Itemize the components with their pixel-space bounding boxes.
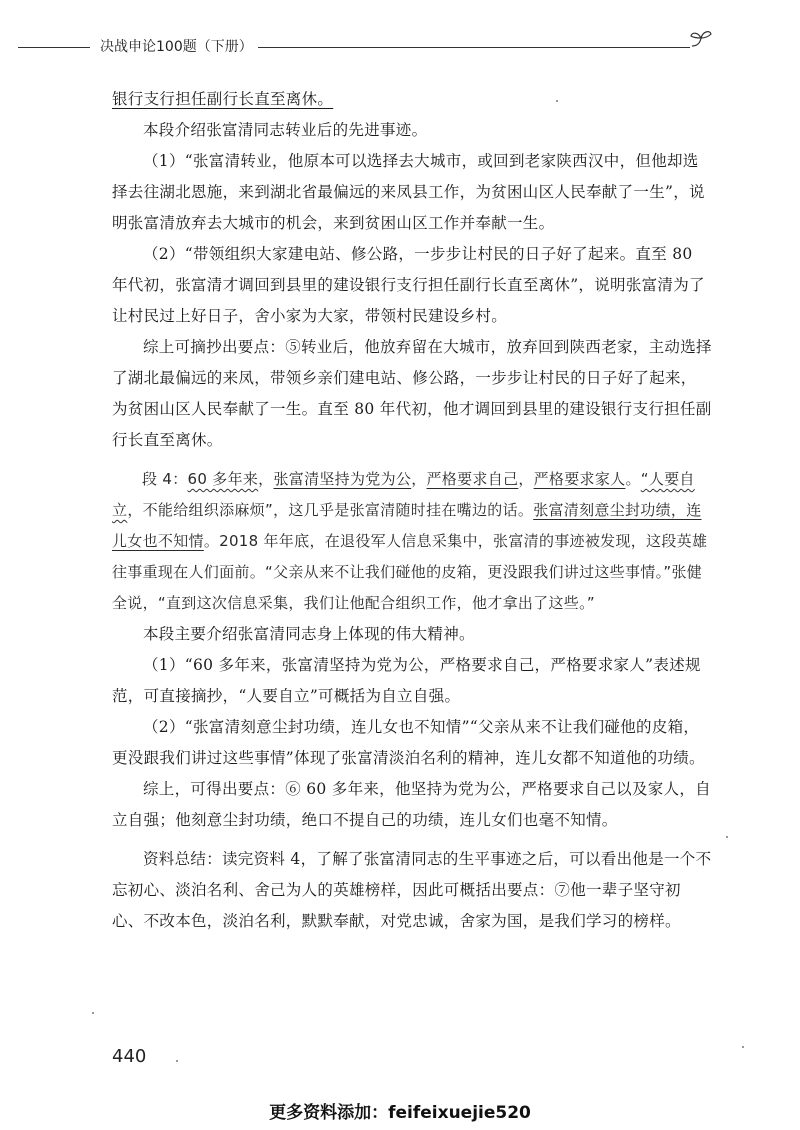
underlined-text: 张富清坚持为党为公 (273, 470, 412, 488)
section-4-text: 。2018 年年底，在退役军人信息采集中，张富清的事迹被发现，这段英雄往事重现在人们面前。“父亲从来不让我们碰他的皮箱，更没跟我们讲过这些事情。”张健全说，“直到这次信息采集，我们让他配合组织工作，他才拿出了这些。” (112, 532, 708, 612)
section-4-text: ，不能给组织添麻烦”，这几乎是张富清随时挂在嘴边的话。 (127, 501, 534, 519)
underlined-text: 严格要求自己 (426, 470, 519, 488)
punctuation: ， (258, 470, 274, 488)
sprout-icon (686, 24, 716, 54)
paragraph-point-1b: （1）“60 多年来，张富清坚持为党为公，严格要求自己，严格要求家人”表述规范，可直接摘抄，“人要自立”可概括为自立自强。 (112, 656, 701, 705)
underlined-text: 严格要求家人 (533, 470, 626, 488)
paragraph-point-2b: （2）“张富清刻意尘封功绩，连儿女也不知情”“父亲从来不让我们碰他的皮箱，更没跟我们讲过这些事情”体现了张富清淡泊名利的精神，连儿女都不知道他的功绩。 (112, 718, 705, 767)
section-4-lead: 段 4： (142, 470, 188, 488)
punctuation: 。 (625, 470, 641, 488)
wavy-underline-text: 60 多年来 (187, 470, 259, 488)
paragraph-summary-5: 综上可摘抄出要点：⑤转业后，他放弃留在大城市，放弃回到陕西老家，主动选择了湖北最偏远的来凤，带领乡亲们建电站、修公路，一步步让村民的日子好了起来，为贫困山区人民奉献了一生。直至 80 年代初，他才调回到县里的建设银行支行担任副行长直至离休。 (112, 338, 712, 449)
header-rule-left (18, 47, 90, 48)
paragraph-section-4 (112, 464, 712, 619)
punctuation: ， (411, 470, 427, 488)
scan-speck (742, 1046, 744, 1048)
paragraph-summary-6: 综上，可得出要点：⑥ 60 多年来，他坚持为党为公，严格要求自己以及家人，自立自强；他刻意尘封功绩，绝口不提自己的功绩，连儿女们也毫不知情。 (112, 780, 711, 829)
paragraph-intro-4: 本段主要介绍张富清同志身上体现的伟大精神。 (143, 625, 475, 643)
paragraph-material-summary: 资料总结：读完资料 4，了解了张富清同志的生平事迹之后，可以看出他是一个不忘初心、淡泊名利、舍己为人的英雄榜样，因此可概括出要点：⑦他一辈子坚守初心、不改本色，淡泊名利，默默奉献，对党忠诚，舍家为国，是我们学习的榜样。 (112, 850, 712, 930)
paragraph-point-2: （2）“带领组织大家建电站、修公路，一步步让村民的日子好了起来。直至 80 年代初，张富清才调回到县里的建设银行支行担任副行长直至离休”，说明张富清为了让村民过上好日子，舍小家为大家，带领村民建设乡村。 (112, 245, 705, 325)
wavy-underline-text: “人要自立 (112, 470, 695, 519)
page-number: 440 (112, 1046, 147, 1067)
scan-speck (176, 1060, 178, 1062)
paragraph-continuation (112, 84, 712, 115)
underlined-text: 张富清刻意尘封功绩，连儿女也不知情 (112, 501, 702, 550)
footer-contact-note: 更多资料添加：feifeixuejie520 (269, 1103, 531, 1123)
paragraph-point-1: （1）“张富清转业，他原本可以选择去大城市，或回到老家陕西汉中，但他却选择去往湖北恩施，来到湖北省最偏远的来凤县工作，为贫困山区人民奉献了一生”，说明张富清放弃去大城市的机会，来到贫困山区工作并奉献一生。 (112, 152, 705, 232)
header-rule-right (258, 47, 690, 48)
paragraph-intro: 本段介绍张富清同志转业后的先进事迹。 (143, 121, 428, 139)
scan-speck (726, 836, 728, 838)
scan-speck (556, 100, 558, 102)
underlined-text: 银行支行担任副行长直至离休。 (112, 90, 334, 108)
header-title: 决战申论100题（下册） (100, 39, 253, 55)
scan-speck (92, 1012, 94, 1014)
running-header (0, 30, 800, 60)
page-body (112, 84, 712, 937)
punctuation: ， (518, 470, 534, 488)
